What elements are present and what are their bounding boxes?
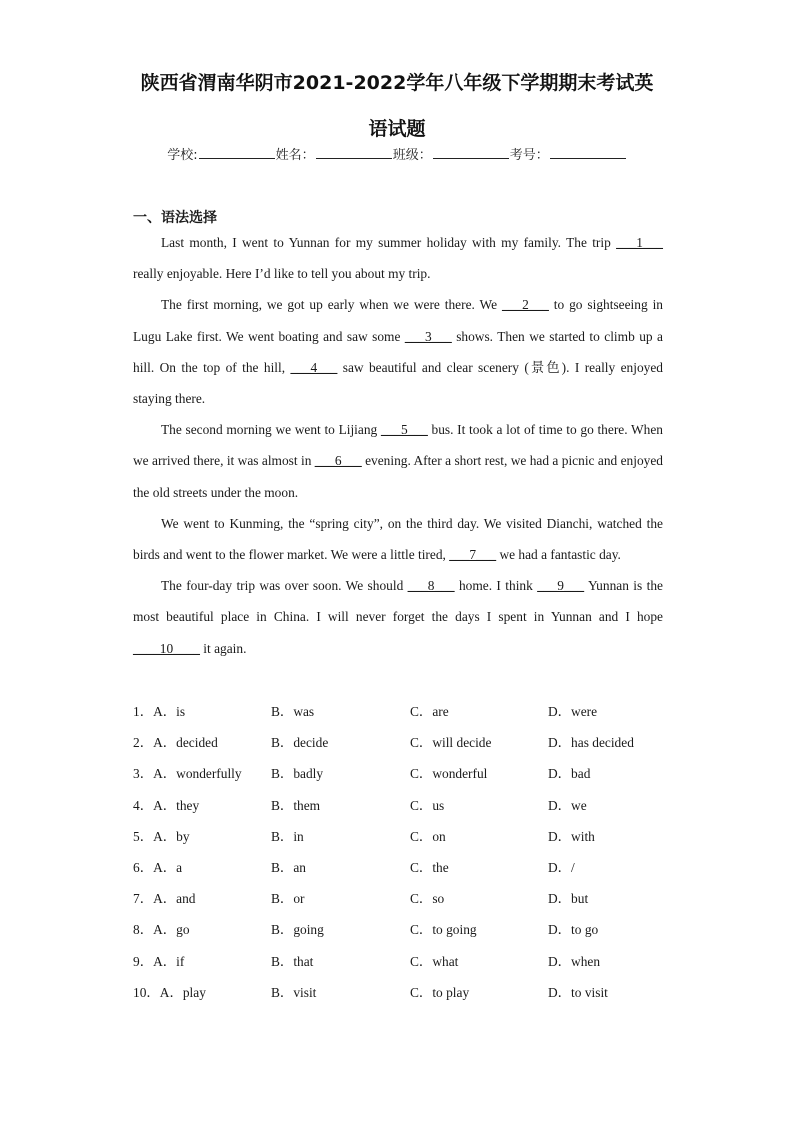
option-d: D．to visit [548, 984, 608, 1000]
paragraph-4 [133, 508, 663, 570]
option-a: 8．A．go [133, 922, 190, 938]
question-row [133, 852, 693, 883]
option-a: 7．A．and [133, 891, 196, 907]
option-b: B．decide [271, 735, 329, 751]
option-b: B．that [271, 953, 314, 969]
paragraph-5 [133, 570, 663, 664]
blank-2: ___2___ [501, 297, 549, 313]
passage-text: The first morning, we got up early when we were there. We [161, 297, 502, 313]
option-b: B．going [271, 922, 324, 938]
question-row [133, 790, 693, 821]
option-d: D．we [548, 797, 587, 813]
option-c: C．will decide [410, 735, 492, 751]
option-a: 10．A．play [133, 984, 206, 1000]
option-a: 2．A．decided [133, 735, 218, 751]
option-a: 9．A．if [133, 953, 185, 969]
option-c: C．what [410, 953, 459, 969]
passage-text: saw beautiful and clear scenery (景色). I really enjoyed staying there. [133, 359, 663, 407]
option-c: C．are [410, 704, 449, 719]
passage-text: shows. Then we started to climb up a hill. On the top of the hill, [133, 328, 663, 375]
option-d: D．/ [548, 859, 575, 875]
question-row [133, 977, 693, 1008]
school-blank[interactable] [199, 145, 275, 159]
question-row [133, 946, 693, 977]
passage-text: home. I think [454, 578, 538, 594]
option-c: C．the [410, 859, 449, 875]
name-label: 姓名： [275, 148, 315, 163]
option-b: B．or [271, 891, 305, 907]
option-d: D．but [548, 891, 589, 907]
blank-4: ___4___ [290, 359, 338, 375]
option-c: C．to going [410, 922, 477, 938]
option-d: D．were [548, 704, 598, 719]
option-b: B．in [271, 828, 304, 844]
option-a: 4．A．they [133, 797, 200, 813]
option-c: C．to play [410, 984, 470, 1000]
name-blank[interactable] [316, 145, 392, 159]
passage-text: The four-day trip was over soon. We should [161, 578, 408, 594]
question-row [133, 758, 693, 789]
passage-text: The second morning we went to Lijiang [161, 422, 381, 438]
blank-10: ____10____ [133, 640, 200, 656]
question-row [133, 727, 693, 758]
option-b: B．visit [271, 984, 317, 1000]
passage [133, 227, 663, 664]
passage-text: really enjoyable. Here I’d like to tell you about my trip. [133, 266, 431, 282]
option-b: B．was [271, 704, 315, 719]
passage-text: Last month, I went to Yunnan for my summer holiday with my family. The trip [161, 235, 617, 250]
passage-text: evening. After a short rest, we had a picnic and enjoyed the old streets under the moon. [133, 453, 663, 500]
blank-6: ___6___ [314, 453, 362, 469]
option-d: D．to go [548, 922, 599, 938]
passage-text: it again. [199, 640, 247, 656]
page-title-continued: 语试题 [368, 118, 426, 140]
option-c: C．so [410, 891, 445, 907]
passage-text: bus. It took a lot of time to go there. When we arrived there, it was almost in [133, 422, 663, 469]
question-row [133, 914, 693, 945]
class-label: 班级： [392, 148, 432, 163]
passage-text: Yunnan is the most beautiful place in China. I will never forget the days I spent in Yunnan and I hope [133, 578, 663, 625]
option-b: B．an [271, 859, 306, 875]
page-title: 陕西省渭南华阴市2021-2022学年八年级下学期期末考试英 [140, 72, 654, 94]
option-b: B．badly [271, 766, 324, 782]
blank-9: ___9___ [537, 578, 585, 594]
option-a: 5．A．by [133, 828, 190, 844]
student-info-line [0, 144, 794, 163]
passage-text: to go sightseeing in Lugu Lake first. We went boating and saw some [133, 297, 663, 344]
option-a: 3．A．wonderfully [133, 766, 242, 782]
option-c: C．wonderful [410, 766, 488, 782]
question-row [133, 696, 693, 727]
question-row [133, 883, 693, 914]
section-title: 一、语法选择 [133, 210, 217, 226]
option-c: C．on [410, 828, 446, 844]
option-a: 6．A．a [133, 859, 183, 875]
paragraph-2 [133, 289, 663, 414]
option-d: D．with [548, 828, 595, 844]
option-a: 1．A．is [133, 704, 186, 719]
option-b: B．them [271, 797, 321, 813]
passage-text: We went to Kunming, the “spring city”, on the third day. We visited Dianchi, watched the birds and went to the flower market. We were a little tired, [133, 515, 663, 563]
blank-1: ___1___ [616, 235, 663, 250]
option-c: C．us [410, 797, 445, 813]
blank-5: ___5___ [380, 422, 428, 438]
option-d: D．bad [548, 766, 591, 782]
paragraph-1 [133, 227, 663, 289]
option-d: D．has decided [548, 735, 634, 751]
class-blank[interactable] [433, 145, 509, 159]
question-options [133, 696, 693, 1008]
exam-number-label: 考号： [509, 148, 549, 163]
exam-number-blank[interactable] [550, 145, 626, 159]
blank-7: ___7___ [449, 547, 497, 563]
passage-text: we had a fantastic day. [496, 547, 621, 563]
school-label: 学校: [167, 148, 198, 163]
question-row [133, 821, 693, 852]
blank-8: ___8___ [407, 578, 455, 594]
option-d: D．when [548, 953, 601, 969]
paragraph-3 [133, 414, 663, 508]
blank-3: ___3___ [404, 328, 452, 344]
